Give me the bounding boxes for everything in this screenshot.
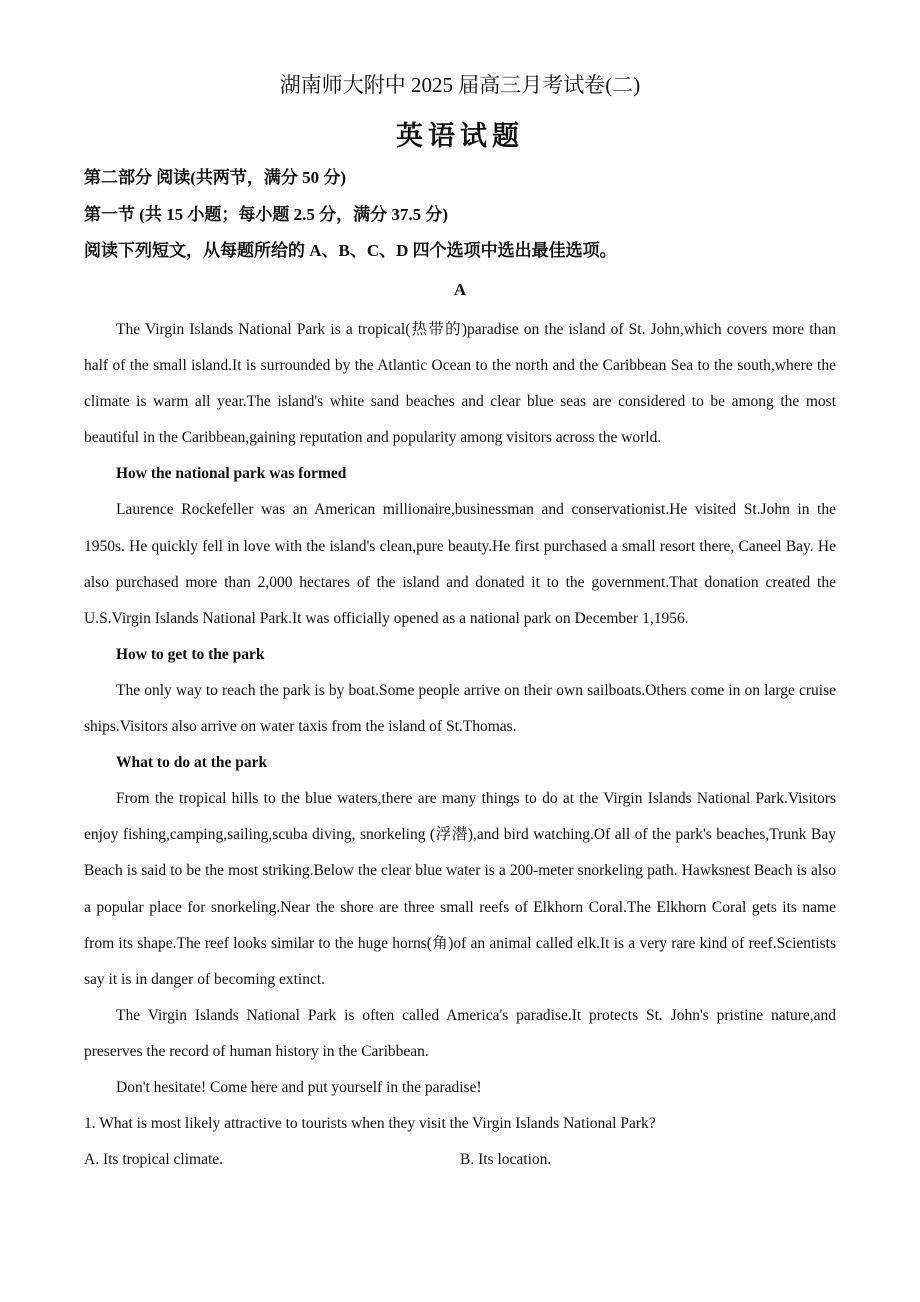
- section-heading-activities: What to do at the park: [116, 754, 268, 772]
- section-heading-get-there: How to get to the park: [116, 645, 265, 663]
- exam-title: 湖南师大附中 2025 届高三月考试卷(二): [279, 73, 641, 97]
- part-instruction: 第二部分 阅读(共两节，满分 50 分): [84, 168, 347, 187]
- question-1-options: [84, 1142, 836, 1178]
- passage-body: [84, 312, 836, 1178]
- passage-intro: The Virgin Islands National Park is a tropical(热带的)paradise on the island of St. John,which covers more than half of the small island.It is surrounded by the Atlantic Ocean to the north and the Caribbean Sea to the south,where the climate is warm all year.The island's white sand beaches and clear blue seas are considered to be among the most beautiful in the Caribbean,gaining reputation and popularity among visitors across the world.: [84, 321, 836, 447]
- passage-label: A: [453, 280, 467, 299]
- paragraph-transport: The only way to reach the park is by boat.Some people arrive on their own sailboats.Others come in on large cruise ships.Visitors also arrive on water taxis from the island of St.Thomas.: [84, 681, 836, 736]
- paragraph-paradise: The Virgin Islands National Park is often called America's paradise.It protects St. John's pristine nature,and preserves the record of human history in the Caribbean.: [84, 1006, 836, 1060]
- paragraph-activities: From the tropical hills to the blue waters,there are many things to do at the Virgin Islands National Park.Visitors enjoy fishing,camping,sailing,scuba diving, snorkeling (浮潜),and bird watching.Of all of the park's beaches,Trunk Bay Beach is said to be the most striking.Below the clear blue water is a 200-meter snorkeling path. Hawksnest Beach is also a popular place for snorkeling.Near the shore are three small reefs of Elkhorn Coral.The Elkhorn Coral gets its name from its shape.The reef looks similar to the huge horns(角)of an animal called elk.It is a very rare kind of reef.Scientists say it is in danger of becoming extinct.: [84, 790, 836, 988]
- paragraph-formation: Laurence Rockefeller was an American millionaire,businessman and conservationist.He visited St.John in the 1950s. He quickly fell in love with the island's clean,pure beauty.He first purchased a small resort there, Caneel Bay. He also purchased more than 2,000 hectares of the island and donated it to the government.That donation created the U.S.Virgin Islands National Park.It was officially opened as a national park on December 1,1956.: [84, 501, 836, 627]
- section-instruction: 第一节 (共 15 小题；每小题 2.5 分，满分 37.5 分): [84, 205, 449, 224]
- question-1-stem: 1. What is most likely attractive to tourists when they visit the Virgin Islands National Park?: [84, 1115, 656, 1133]
- section-heading-formed: How the national park was formed: [116, 465, 347, 483]
- question-1-option-b[interactable]: B. Its location.: [460, 1151, 552, 1169]
- subject-title: 英语试题: [396, 121, 524, 151]
- question-1-option-a[interactable]: A. Its tropical climate.: [84, 1151, 224, 1169]
- direction-instruction: 阅读下列短文，从每题所给的 A、B、C、D 四个选项中选出最佳选项。: [84, 241, 617, 260]
- paragraph-closing: Don't hesitate! Come here and put yourself in the paradise!: [116, 1078, 482, 1096]
